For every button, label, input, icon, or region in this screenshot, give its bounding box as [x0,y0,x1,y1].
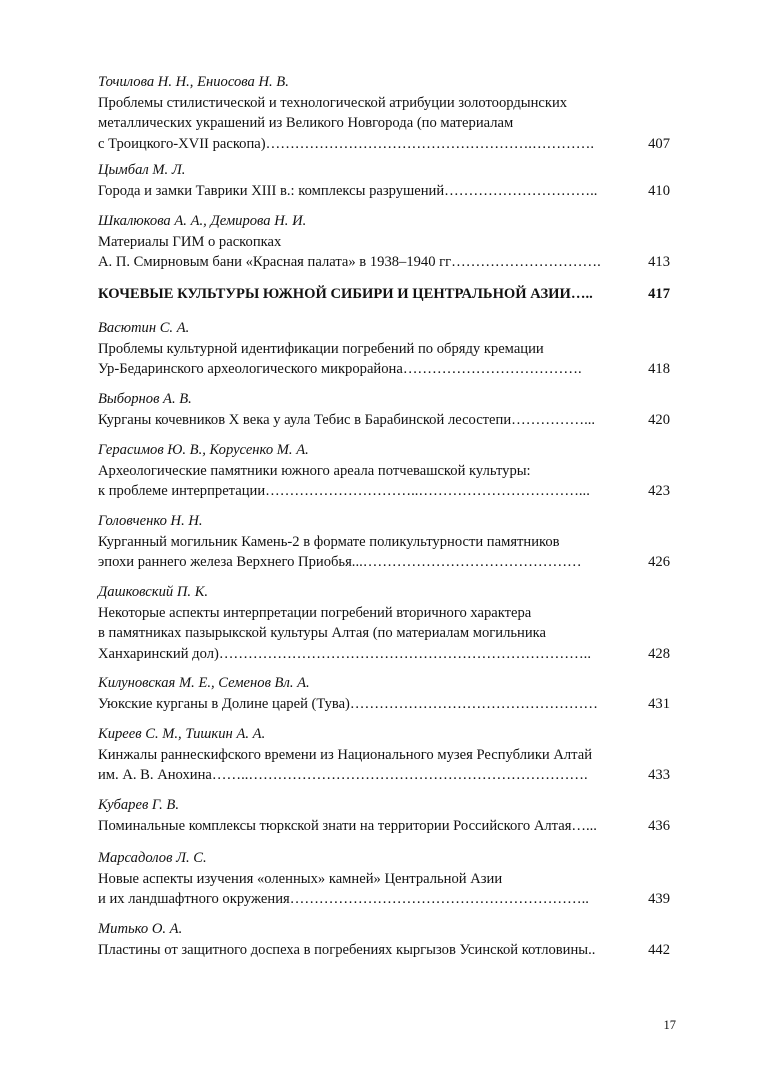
toc-entry [98,848,670,910]
entry-title-line: Материалы ГИМ о раскопках [98,233,282,250]
entry-author: Герасимов Ю. В., Корусенко М. А. [98,442,309,458]
toc-entry [98,673,670,714]
page-number: 428 [648,645,670,662]
section-page-number: 417 [648,286,670,302]
entry-author: Выборнов А. В. [98,391,192,407]
entry-author: Цымбал М. Л. [98,162,186,178]
page-number: 420 [648,411,670,428]
entry-title-line: Проблемы стилистической и технологической атрибуции золотоордынских [98,94,568,111]
page-number: 423 [648,483,670,499]
entry-title-line: Курганы кочевников X века у аула Тебис в Барабинской лесостепи……………... [98,411,596,428]
entry-title-line: Проблемы культурной идентификации погребений по обряду кремации [98,340,544,357]
toc-entry [98,440,670,502]
entry-title-line: А. П. Смирновым бани «Красная палата» в 1938–1940 гг…………………………. [98,254,601,270]
entry-title-line: и их ландшафтного окружения…………………………………………………….. [98,891,589,907]
entry-title-line: Поминальные комплексы тюркской знати на территории Российского Алтая…... [98,817,597,834]
toc-entry [98,318,670,380]
entry-title-line: Некоторые аспекты интерпретации погребений вторичного характера [98,604,532,621]
entry-author: Киреев С. М., Тишкин А. А. [98,726,266,742]
entry-title-line: им. А. В. Анохина……..……………………………………………………………. [98,767,588,783]
page-number: 418 [648,361,670,377]
entry-title-line: к проблеме интерпретации…………………………..……………………………... [98,483,590,499]
toc-entry [98,211,670,273]
toc-entry [98,582,670,664]
page-number: 431 [648,695,670,712]
entry-title-line: Города и замки Таврики XIII в.: комплексы разрушений………………………….. [98,182,598,199]
entry-author: Марсадолов Л. С. [98,850,207,866]
entry-title-line: Новые аспекты изучения «оленных» камней» Центральной Азии [98,870,503,887]
page-number: 413 [648,254,670,270]
entry-title-line: Ур-Бедаринского археологического микрорайона………………………………. [98,361,582,377]
page-number: 433 [648,767,670,783]
page-number: 442 [648,941,670,958]
toc-entry [98,724,670,786]
entry-title-line: Кинжалы раннескифского времени из Национального музея Республики Алтай [98,746,593,763]
entry-title-line: эпохи раннего железа Верхнего Приобья...……………………………………… [98,554,582,570]
entry-author: Шкалюкова А. А., Демирова Н. И. [98,213,307,229]
entry-author: Васютин С. А. [98,320,190,336]
entry-title-line: Ханхаринский дол)………………………………………………………………….. [98,645,591,662]
entry-author: Головченко Н. Н. [98,513,203,529]
entry-title-line: Уюкские курганы в Долине царей (Тува)…………………………………………… [98,695,599,712]
toc-entry [98,511,670,573]
entry-title-line: Археологические памятники южного ареала потчевашской культуры: [98,462,531,479]
page-number: 426 [648,554,670,570]
entry-title-line: с Троицкого-XVII раскопа)……………………………………………….…………. [98,135,594,152]
entry-author: Килуновская М. Е., Семенов Вл. А. [98,675,310,691]
section-title: КОЧЕВЫЕ КУЛЬТУРЫ ЮЖНОЙ СИБИРИ И ЦЕНТРАЛЬНОЙ АЗИИ….. [98,286,593,302]
entry-author: Точилова Н. Н., Ениосова Н. В. [98,74,289,90]
entry-author: Митько О. А. [98,921,183,937]
page-number: 436 [648,817,670,834]
toc-entry [98,72,670,154]
toc-entry [98,919,670,960]
entry-author: Дашковский П. К. [98,584,209,600]
entry-title-line: металлических украшений из Великого Новгорода (по материалам [98,115,514,131]
entry-title-line: Пластины от защитного доспеха в погребениях кыргызов Усинской котловины.. [98,941,596,958]
folio-page-number: 17 [663,1018,676,1032]
toc-entry [98,389,670,430]
entry-author: Кубарев Г. В. [98,797,179,813]
page-number: 410 [648,182,670,199]
page-number: 439 [648,891,670,907]
entry-title-line: Курганный могильник Камень-2 в формате поликультурности памятников [98,533,560,550]
toc-entry [98,160,670,201]
toc-entry [98,795,670,836]
section-heading [98,284,670,305]
entry-title-line: в памятниках пазырыкской культуры Алтая (по материалам могильника [98,625,546,641]
page-number: 407 [648,135,670,152]
